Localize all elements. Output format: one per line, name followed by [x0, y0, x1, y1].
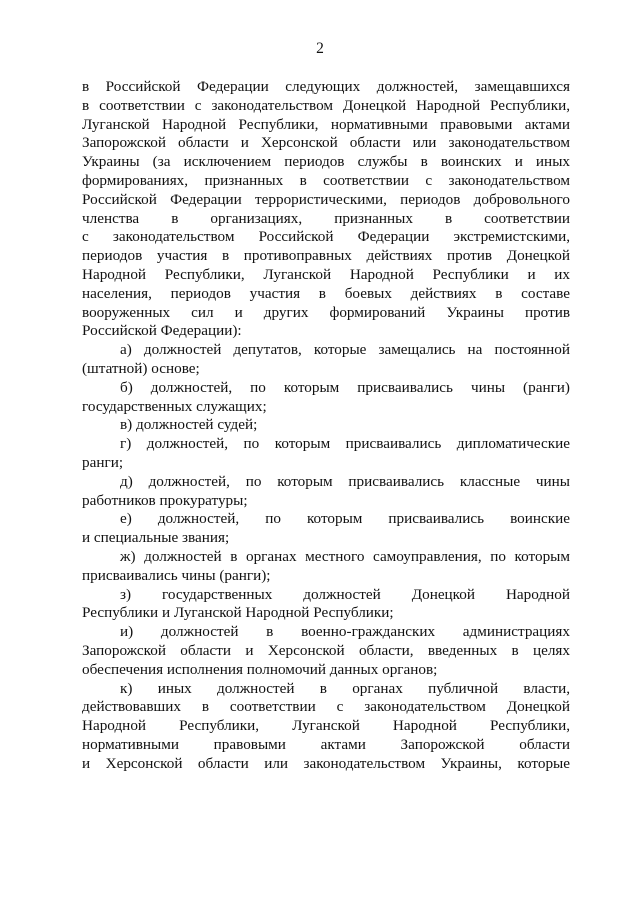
text-line: членства в организациях, признанных в соответствии: [82, 209, 570, 227]
text-line: е) должностей, по которым присваивались воинские: [120, 510, 570, 528]
text-line: Народной Республики, Луганской Народной Республики,: [82, 717, 570, 735]
text-line: и) должностей в военно-гражданских администрациях: [120, 623, 570, 641]
text-line: с законодательством Российской Федерации экстремистскими,: [82, 228, 570, 246]
text-line: и специальные звания;: [82, 529, 230, 547]
text-line: Луганской Народной Республики, нормативными правовыми актами: [82, 115, 570, 133]
text-line: Республики и Луганской Народной Республики;: [82, 604, 394, 622]
list-item-g: [82, 435, 570, 473]
text-line: к) иных должностей в органах публичной власти,: [120, 679, 570, 697]
text-line: периодов участия в противоправных действиях против Донецкой: [82, 247, 570, 265]
text-line: а) должностей депутатов, которые замещались на постоянной: [120, 341, 570, 359]
text-line: ранги;: [82, 453, 124, 471]
text-line: Российской Федерации):: [82, 322, 242, 340]
list-item-d: [82, 473, 570, 511]
text-line: нормативными правовыми актами Запорожской области: [82, 735, 570, 753]
list-item-zh: [82, 548, 570, 586]
list-item-i: [82, 623, 570, 679]
text-line: в соответствии с законодательством Донецкой Народной Республики,: [82, 96, 570, 114]
text-line: Украины (за исключением периодов службы в воинских и иных: [82, 153, 570, 171]
text-line: ж) должностей в органах местного самоуправления, по которым: [120, 547, 570, 565]
list-item-b: [82, 379, 570, 417]
text-line: и Херсонской области или законодательством Украины, которые: [82, 754, 570, 772]
text-line: государственных служащих;: [82, 397, 267, 415]
text-line: Запорожской области и Херсонской области, введенных в целях: [82, 641, 570, 659]
list-item-e: [82, 510, 570, 548]
text-line: в) должностей судей;: [120, 416, 258, 434]
text-line: обеспечения исполнения полномочий данных органов;: [82, 660, 438, 678]
text-line: Запорожской области и Херсонской области или законодательством: [82, 134, 570, 152]
page-number: 2: [316, 40, 324, 57]
text-line: формированиях, признанных в соответствии с законодательством: [82, 171, 570, 189]
text-line: действовавших в соответствии с законодательством Донецкой: [82, 698, 570, 716]
text-line: (штатной) основе;: [82, 359, 200, 377]
text-line: б) должностей, по которым присваивались чины (ранги): [120, 378, 570, 396]
text-line: работников прокуратуры;: [82, 491, 248, 509]
list-item-k: [82, 680, 570, 774]
list-item-z: [82, 586, 570, 624]
text-line: в Российской Федерации следующих должностей, замещавшихся: [82, 78, 570, 95]
list-item-v: [82, 416, 570, 435]
document-body: [82, 78, 570, 773]
text-line: з) государственных должностей Донецкой Народной: [120, 585, 570, 603]
text-line: д) должностей, по которым присваивались классные чины: [120, 472, 570, 490]
list-item-a: [82, 341, 570, 379]
text-line: вооруженных сил и других формирований Украины против: [82, 303, 570, 321]
intro-paragraph: [82, 78, 570, 341]
text-line: Народной Республики, Луганской Народной Республики и их: [82, 265, 570, 283]
text-line: населения, периодов участия в боевых действиях в составе: [82, 284, 570, 302]
text-line: Российской Федерации террористическими, периодов добровольного: [82, 190, 570, 208]
text-line: г) должностей, по которым присваивались дипломатические: [120, 435, 570, 453]
text-line: присваивались чины (ранги);: [82, 566, 271, 584]
